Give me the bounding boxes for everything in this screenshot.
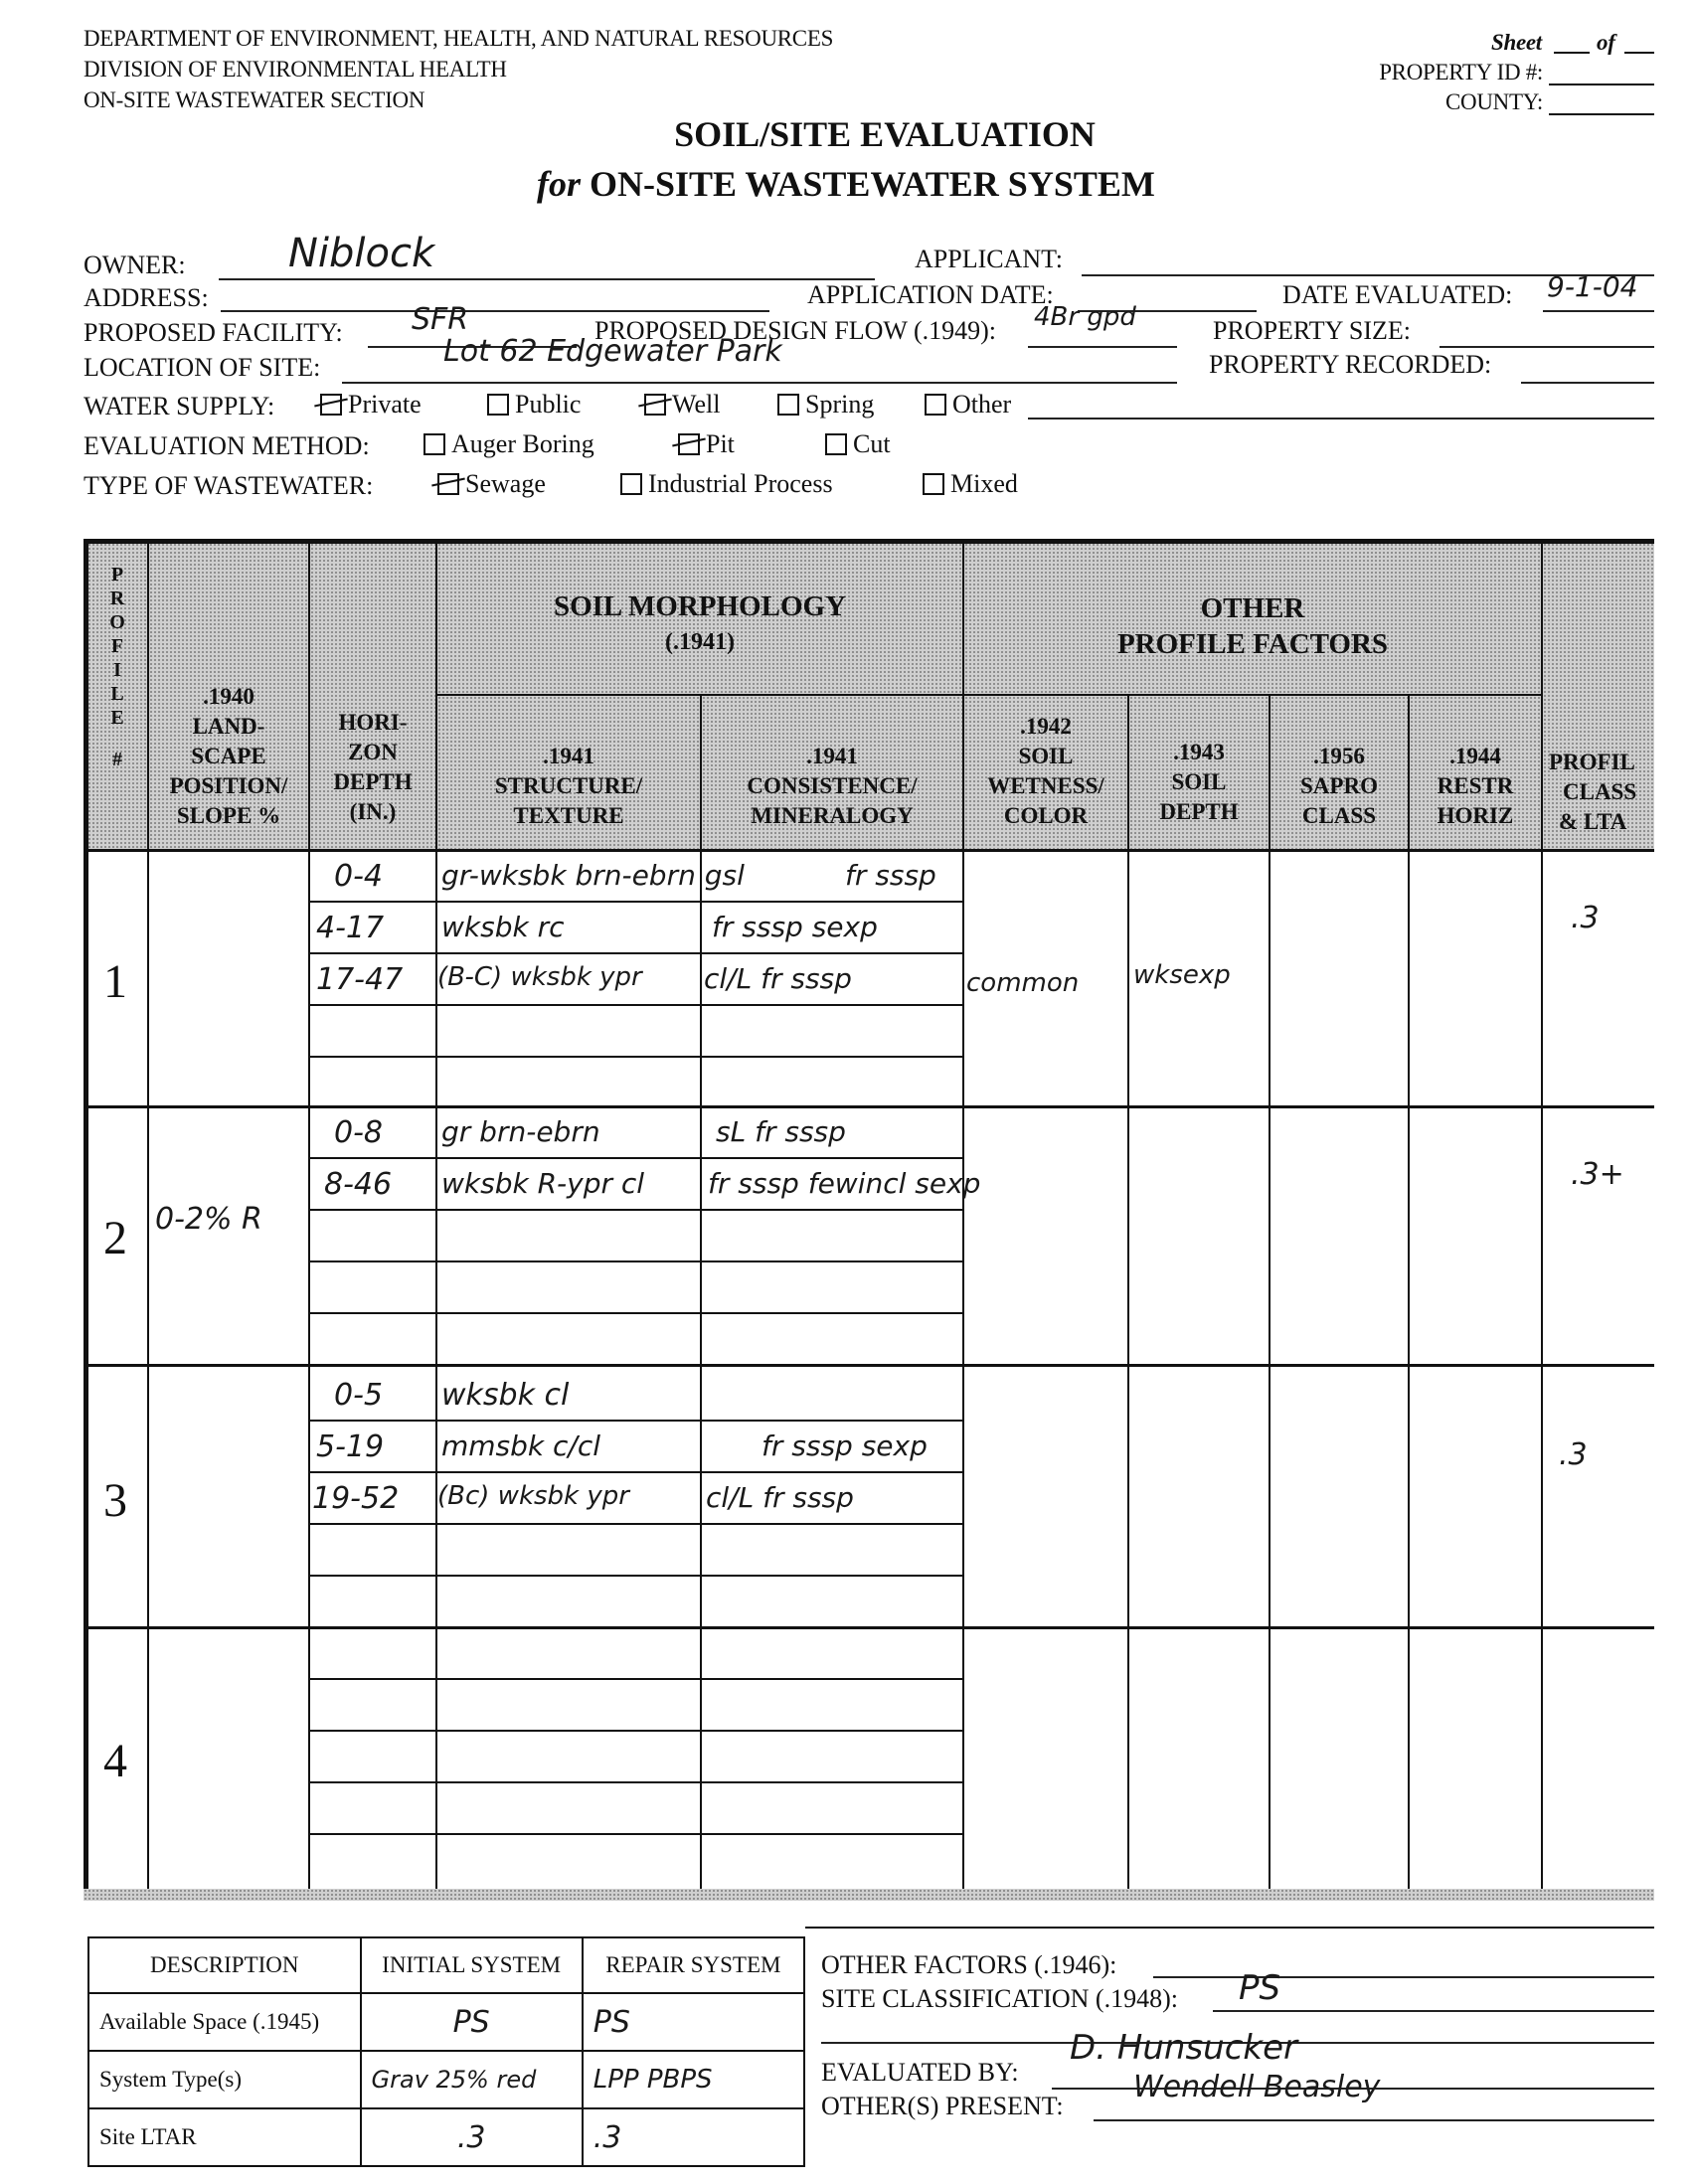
row-line — [308, 1056, 962, 1058]
property-id-label: PROPERTY ID #: — [1379, 60, 1543, 84]
restr-header-line: HORIZ — [1437, 803, 1514, 828]
horizon-header-line: DEPTH — [333, 769, 413, 794]
profile-number: 4 — [103, 1735, 127, 1787]
evaluation-method-label: EVALUATION METHOD: — [84, 431, 370, 460]
system-table — [87, 1936, 805, 2167]
class-header — [1549, 748, 1654, 837]
sapro-header — [1270, 742, 1408, 831]
repair-value[interactable] — [583, 1993, 804, 2051]
restr-header-line: .1944 — [1449, 744, 1501, 768]
repair-header: REPAIR SYSTEM — [583, 1937, 804, 1993]
landscape-value: 0-2% R — [155, 1202, 262, 1237]
proposed-facility-value: SFR — [412, 302, 469, 337]
row-label: Available Space (.1945) — [88, 1993, 361, 2051]
desc-header: DESCRIPTION — [88, 1937, 361, 1993]
horizon-depth: 0-8 — [334, 1115, 383, 1150]
structure-header — [437, 742, 700, 831]
section-name: ON-SITE WASTEWATER SECTION — [84, 87, 425, 112]
form-title: SOIL/SITE EVALUATION — [674, 114, 1096, 154]
initial-value[interactable] — [361, 2108, 583, 2166]
soildepth-header-line: .1943 — [1173, 740, 1225, 764]
row-line — [308, 1312, 962, 1314]
row-line — [308, 1420, 962, 1422]
soildepth-header-line: SOIL — [1171, 769, 1227, 794]
row-line — [308, 1833, 962, 1835]
ww-sewage-text: Sewage — [465, 469, 546, 498]
consistence-value: cl/L fr sssp — [706, 1481, 854, 1514]
row-line — [308, 1209, 962, 1211]
structure-value: gr-wksbk brn-ebrn gsl — [441, 859, 745, 892]
consistence-header-line: .1941 — [806, 744, 858, 768]
other-factors-field[interactable] — [1153, 1948, 1654, 1978]
water-supply-label: WATER SUPPLY: — [84, 392, 275, 420]
evaluated-by-signature: D. Hunsucker — [1070, 2028, 1298, 2068]
hline-header-bottom — [87, 849, 1654, 852]
location-label: LOCATION OF SITE: — [84, 353, 321, 382]
profile-class-value: .3 — [1571, 901, 1600, 935]
row-line — [308, 1471, 962, 1473]
hline-profile-1 — [87, 1105, 1654, 1108]
other-header — [964, 590, 1541, 662]
water-spring-text: Spring — [805, 390, 875, 419]
applicant-label: APPLICANT: — [915, 245, 1063, 273]
row-line — [308, 1523, 962, 1525]
design-flow-value: 4Br gpd — [1034, 302, 1136, 332]
consistence-value: fr sssp fewincl sexp — [708, 1167, 981, 1200]
wetness-header-line: WETNESS/ — [987, 773, 1104, 798]
soil-morph-code: (.1941) — [665, 629, 735, 655]
ww-mixed-text: Mixed — [950, 469, 1018, 498]
eval-auger-text: Auger Boring — [451, 429, 594, 458]
landscape-header — [149, 682, 308, 831]
design-flow-label: PROPOSED DESIGN FLOW (.1949): — [594, 316, 996, 345]
wetness-header-line: COLOR — [1003, 803, 1089, 828]
landscape-header-line: POSITION/ — [169, 773, 288, 798]
table-bottom-border — [84, 1889, 1654, 1901]
row-line — [308, 1678, 962, 1680]
class-header-line: CLASS — [1563, 779, 1637, 804]
table-top-border — [84, 539, 1654, 544]
sapro-header-line: .1956 — [1313, 744, 1365, 768]
profile-number: 3 — [103, 1474, 127, 1527]
consistence-value: fr sssp sexp — [762, 1429, 928, 1462]
vline-wetness — [1127, 694, 1129, 1889]
structure-value: (Bc) wksbk ypr — [437, 1481, 629, 1511]
soil-morph-header — [437, 588, 962, 660]
structure-header-line: .1941 — [543, 744, 594, 768]
of-label: of — [1597, 30, 1615, 55]
row-line — [308, 952, 962, 954]
profile-header-char: E — [110, 707, 124, 729]
profile-class-value: .3 — [1559, 1437, 1588, 1472]
address-label: ADDRESS: — [84, 283, 209, 312]
repair-text: .3 — [593, 2119, 622, 2155]
profile-class-value: .3+ — [1571, 1157, 1624, 1192]
division-name: DIVISION OF ENVIRONMENTAL HEALTH — [84, 57, 507, 82]
profile-number: 2 — [103, 1212, 127, 1264]
landscape-header-line: LAND- — [192, 714, 265, 739]
row-line — [308, 1781, 962, 1783]
location-value: Lot 62 Edgewater Park — [443, 334, 782, 369]
vline-soildepth — [1269, 694, 1270, 1889]
property-recorded-label: PROPERTY RECORDED: — [1209, 350, 1492, 379]
row-line — [308, 901, 962, 903]
bottom-right-top-line — [805, 1927, 1654, 1929]
repair-value[interactable] — [583, 2108, 804, 2166]
hline-profile-3 — [87, 1626, 1654, 1629]
horizon-header-line: HORI- — [338, 710, 408, 735]
date-evaluated-value: 9-1-04 — [1547, 270, 1638, 303]
structure-value: wksbk cl — [441, 1378, 570, 1413]
horizon-header — [310, 708, 435, 827]
consistence-header — [702, 742, 962, 831]
repair-value[interactable] — [583, 2051, 804, 2108]
horizon-depth: 17-47 — [316, 962, 404, 997]
class-header-line: PROFIL — [1549, 750, 1635, 774]
soildepth-header — [1129, 738, 1269, 827]
vline-sapro — [1408, 694, 1410, 1889]
proposed-facility-label: PROPOSED FACILITY: — [84, 318, 343, 347]
profile-header-char: R — [109, 588, 125, 609]
subtitle-for: for — [537, 164, 581, 204]
horizon-depth: 19-52 — [312, 1481, 400, 1516]
row-line — [308, 1730, 962, 1732]
structure-value: wksbk R-ypr cl — [441, 1167, 645, 1200]
consistence-header-line: MINERALOGY — [751, 803, 914, 828]
owner-label: OWNER: — [84, 251, 186, 279]
initial-text: PS — [452, 2004, 490, 2040]
row-line — [308, 1575, 962, 1577]
date-evaluated-label: DATE EVALUATED: — [1282, 280, 1513, 309]
structure-header-line: TEXTURE — [513, 803, 624, 828]
other-factors-label: OTHER FACTORS (.1946): — [821, 1950, 1117, 1979]
water-private-text: Private — [348, 390, 422, 419]
initial-value[interactable] — [361, 2051, 583, 2108]
ww-industrial-text: Industrial Process — [648, 469, 833, 498]
horizon-header-line: (IN.) — [349, 799, 397, 824]
initial-value[interactable] — [361, 1993, 583, 2051]
soil-depth-value: wksexp — [1133, 960, 1231, 990]
other-header-line: PROFILE FACTORS — [1116, 628, 1389, 660]
consistence-header-line: CONSISTENCE/ — [747, 773, 918, 798]
row-label: Site LTAR — [88, 2108, 361, 2166]
restr-header-line: RESTR — [1437, 773, 1514, 798]
profile-header-char: F — [110, 635, 124, 657]
consistence-value: fr sssp sexp — [712, 911, 878, 943]
row-label: System Type(s) — [88, 2051, 361, 2108]
consistence-value: sL fr sssp — [716, 1115, 846, 1148]
hline-subheader — [435, 694, 1541, 696]
profile-number: 1 — [103, 955, 127, 1008]
other-header-line: OTHER — [1200, 592, 1305, 624]
repair-text: PS — [593, 2004, 630, 2040]
initial-text: .3 — [456, 2119, 486, 2155]
row-line — [308, 1157, 962, 1159]
horizon-depth: 0-5 — [334, 1378, 383, 1413]
initial-header: INITIAL SYSTEM — [361, 1937, 583, 1993]
vline-restr — [1541, 543, 1543, 1889]
eval-pit-text: Pit — [706, 429, 735, 458]
county-label: COUNTY: — [1444, 89, 1543, 114]
water-public-text: Public — [515, 390, 582, 419]
profile-header-char: # — [112, 749, 122, 770]
profile-header — [99, 563, 135, 771]
row-line — [308, 1004, 962, 1006]
application-date-label: APPLICATION DATE: — [807, 280, 1054, 309]
structure-value: wksbk rc — [441, 911, 565, 943]
soil-morph-title: SOIL MORPHOLOGY — [553, 590, 847, 622]
landscape-header-line: .1940 — [203, 684, 254, 709]
horizon-depth: 4-17 — [316, 911, 385, 945]
table-left-border — [84, 539, 88, 1897]
profile-header-char: P — [110, 564, 124, 586]
profile-header-char: I — [113, 659, 121, 681]
sheet-label: Sheet — [1491, 30, 1542, 55]
profile-header-char: L — [110, 683, 124, 705]
eval-cut-text: Cut — [853, 429, 891, 458]
consistence-value: cl/L fr sssp — [704, 962, 852, 995]
horizon-depth: 0-4 — [334, 859, 383, 894]
horizon-depth: 8-46 — [324, 1167, 393, 1202]
subtitle-text: ON-SITE WASTEWATER SYSTEM — [590, 164, 1155, 204]
wetness-value: common — [966, 968, 1080, 998]
site-class-value: PS — [1239, 1968, 1281, 2008]
landscape-header-line: SCAPE — [191, 744, 266, 768]
hline-profile-2 — [87, 1364, 1654, 1367]
others-present-signature: Wendell Beasley — [1133, 2070, 1381, 2104]
sapro-header-line: CLASS — [1301, 803, 1377, 828]
site-class-label: SITE CLASSIFICATION (.1948): — [821, 1984, 1178, 2013]
landscape-header-line: SLOPE % — [176, 803, 281, 828]
property-size-label: PROPERTY SIZE: — [1213, 316, 1411, 345]
others-present-label: OTHER(S) PRESENT: — [821, 2092, 1064, 2120]
structure-value: mmsbk c/cl — [441, 1429, 601, 1462]
sapro-header-line: SAPRO — [1300, 773, 1378, 798]
horizon-depth: 5-19 — [316, 1429, 385, 1464]
water-other-text: Other — [952, 390, 1012, 419]
wetness-header — [964, 712, 1127, 831]
soildepth-header-line: DEPTH — [1159, 799, 1239, 824]
class-header-line: & LTA — [1559, 809, 1627, 834]
structure-value: gr brn-ebrn — [441, 1115, 600, 1148]
water-well-text: Well — [672, 390, 721, 419]
wetness-header-line: .1942 — [1020, 714, 1072, 739]
dept-name: DEPARTMENT OF ENVIRONMENT, HEALTH, AND NATURAL RESOURCES — [84, 26, 834, 51]
consistence-value: fr sssp — [845, 859, 936, 892]
evaluated-by-label: EVALUATED BY: — [821, 2058, 1019, 2087]
structure-value: (B-C) wksbk ypr — [437, 962, 642, 992]
wastewater-label: TYPE OF WASTEWATER: — [84, 471, 374, 500]
restr-header — [1410, 742, 1541, 831]
horizon-header-line: ZON — [348, 740, 398, 764]
profile-header-char: O — [109, 611, 125, 633]
wetness-header-line: SOIL — [1018, 744, 1074, 768]
initial-text: Grav 25% red — [371, 2066, 537, 2094]
repair-text: LPP PBPS — [593, 2065, 713, 2095]
structure-header-line: STRUCTURE/ — [494, 773, 643, 798]
owner-value: Niblock — [288, 231, 435, 276]
row-line — [308, 1260, 962, 1262]
